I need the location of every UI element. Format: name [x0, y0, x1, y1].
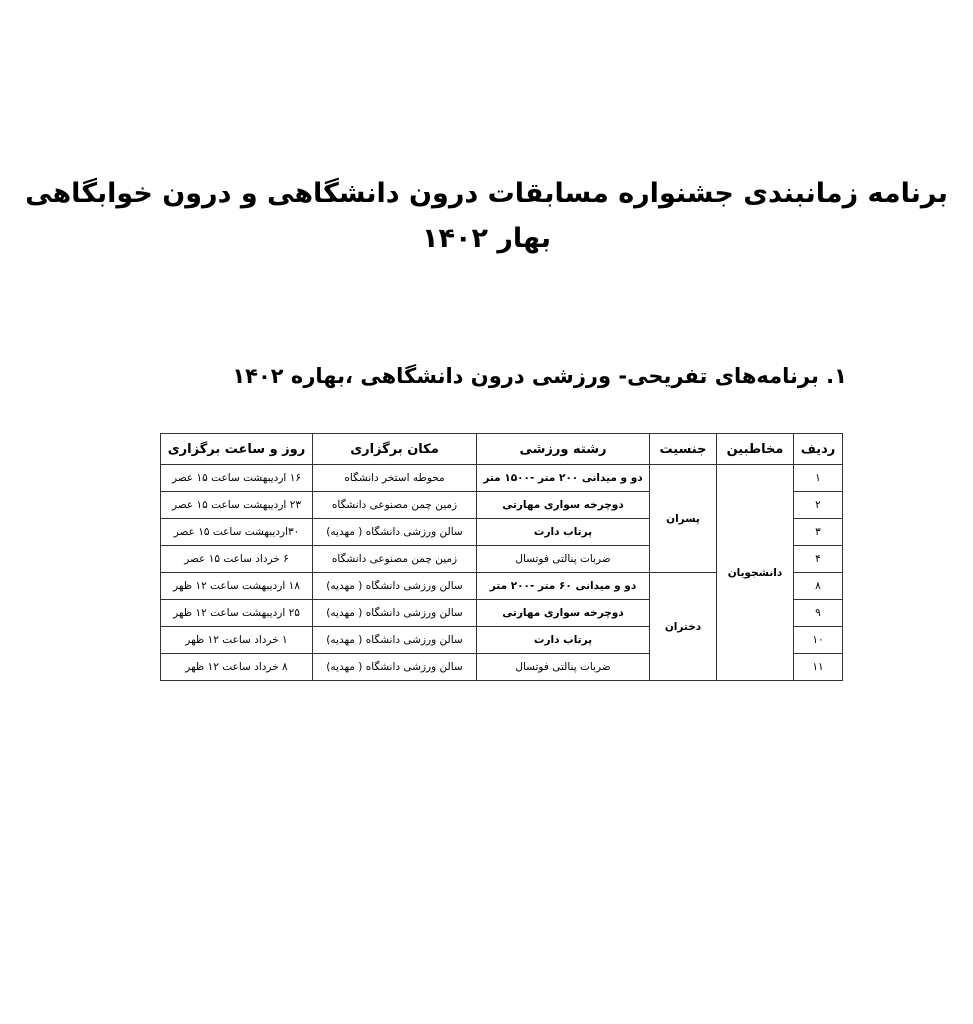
document-subtitle: بهار ۱۴۰۲ [422, 223, 551, 254]
section-heading: ۱. برنامه‌های تفریحی- ورزشی درون دانشگاهی ،بهاره ۱۴۰۲ [232, 364, 847, 388]
datetime-cell: ۳۰اردیبهشت ساعت ۱۵ عصر [161, 519, 313, 546]
gender-cell-girls: دختران [650, 573, 717, 681]
sport-cell: دو و میدانی ۶۰ متر -۲۰۰ متر [477, 573, 650, 600]
sport-cell: دو و میدانی ۲۰۰ متر -۱۵۰۰ متر [477, 465, 650, 492]
datetime-cell: ۱۸ اردیبهشت ساعت ۱۲ ظهر [161, 573, 313, 600]
sport-cell: پرتاب دارت [477, 627, 650, 654]
schedule-table [160, 433, 843, 681]
row-number: ۴ [794, 546, 843, 573]
table-row [161, 465, 843, 492]
venue-cell: زمین چمن مصنوعی دانشگاه [313, 546, 477, 573]
header-datetime: روز و ساعت برگزاری [161, 434, 313, 465]
venue-cell: سالن ورزشی دانشگاه ( مهدیه) [313, 654, 477, 681]
datetime-cell: ۱ خرداد ساعت ۱۲ ظهر [161, 627, 313, 654]
row-number: ۱۰ [794, 627, 843, 654]
venue-cell: سالن ورزشی دانشگاه ( مهدیه) [313, 627, 477, 654]
row-number: ۱ [794, 465, 843, 492]
document-title: برنامه زمانبندی جشنواره مسابقات درون دانشگاهی و درون خوابگاهی [25, 178, 948, 209]
header-venue: مکان برگزاری [313, 434, 477, 465]
venue-cell: محوطه استخر دانشگاه [313, 465, 477, 492]
header-sport: رشته ورزشی [477, 434, 650, 465]
row-number: ۸ [794, 573, 843, 600]
sport-cell: پرتاب دارت [477, 519, 650, 546]
venue-cell: سالن ورزشی دانشگاه ( مهدیه) [313, 519, 477, 546]
table-header-row [161, 434, 843, 465]
header-row-number: ردیف [794, 434, 843, 465]
venue-cell: زمین چمن مصنوعی دانشگاه [313, 492, 477, 519]
audience-cell: دانشجویان [717, 465, 794, 681]
row-number: ۳ [794, 519, 843, 546]
datetime-cell: ۲۳ اردیبهشت ساعت ۱۵ عصر [161, 492, 313, 519]
gender-cell-boys: پسران [650, 465, 717, 573]
header-gender: جنسیت [650, 434, 717, 465]
datetime-cell: ۶ خرداد ساعت ۱۵ عصر [161, 546, 313, 573]
row-number: ۹ [794, 600, 843, 627]
venue-cell: سالن ورزشی دانشگاه ( مهدیه) [313, 600, 477, 627]
row-number: ۲ [794, 492, 843, 519]
sport-cell: ضربات پنالتی فوتسال [477, 654, 650, 681]
venue-cell: سالن ورزشی دانشگاه ( مهدیه) [313, 573, 477, 600]
header-audience: مخاطبین [717, 434, 794, 465]
datetime-cell: ۱۶ اردیبهشت ساعت ۱۵ عصر [161, 465, 313, 492]
sport-cell: ضربات پنالتی فوتسال [477, 546, 650, 573]
sport-cell: دوچرخه سواری مهارتی [477, 600, 650, 627]
sport-cell: دوچرخه سواری مهارتی [477, 492, 650, 519]
datetime-cell: ۸ خرداد ساعت ۱۲ ظهر [161, 654, 313, 681]
datetime-cell: ۲۵ اردیبهشت ساعت ۱۲ ظهر [161, 600, 313, 627]
row-number: ۱۱ [794, 654, 843, 681]
